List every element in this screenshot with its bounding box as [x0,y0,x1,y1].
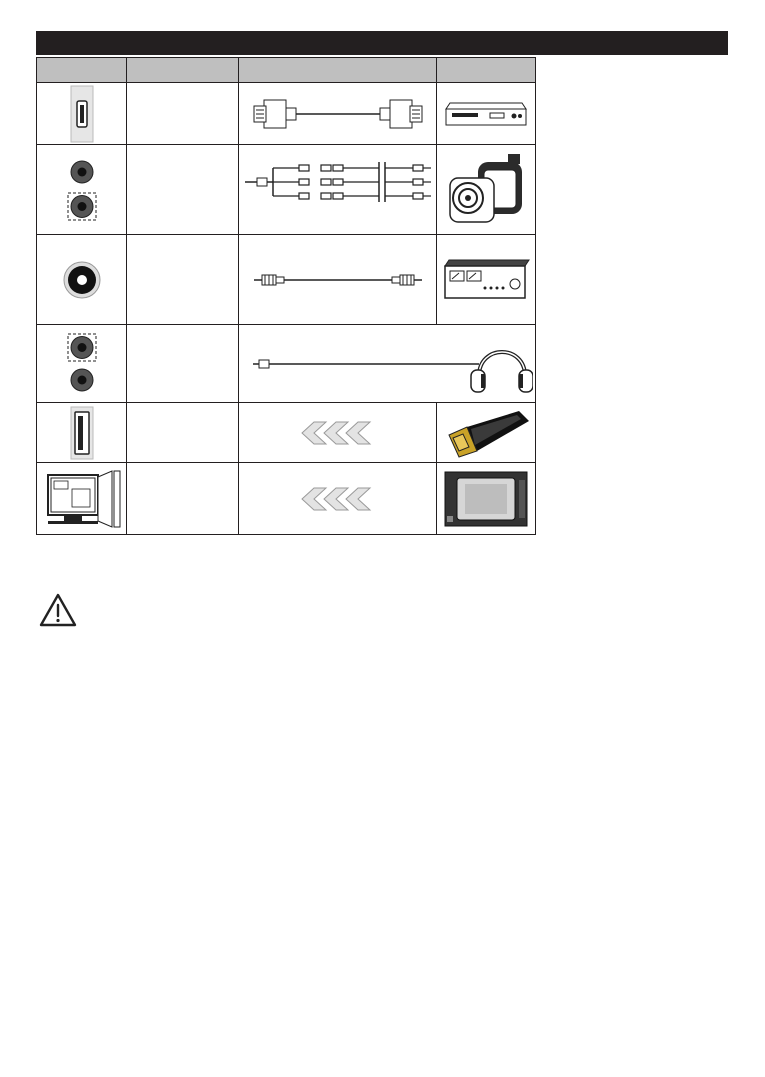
usb-stick-icon [441,407,531,459]
type-cell [127,325,239,403]
av-jack-icon [65,158,99,222]
connector-cell [37,403,127,463]
connector-cell [37,463,127,535]
table-header-row [37,58,536,83]
table-row [37,325,536,403]
cable-cell [239,83,437,145]
cable-cell [239,403,437,463]
device-cell [437,83,536,145]
header-cables [239,58,437,83]
device-cell [437,463,536,535]
type-cell [127,463,239,535]
type-cell [127,145,239,235]
table-row [37,83,536,145]
device-cell [437,145,536,235]
connection-table [36,57,536,535]
table-row [37,235,536,325]
type-cell [127,403,239,463]
headphone-cable-icon [243,332,533,396]
type-cell [127,235,239,325]
coaxial-cable-icon [250,270,426,290]
table-row [37,145,536,235]
cable-cell [239,463,437,535]
device-cell [437,235,536,325]
connector-cell [37,235,127,325]
connector-cell [37,325,127,403]
usb-port-icon [70,406,94,460]
dvd-player-icon [444,99,528,129]
camcorder-icon [446,150,526,230]
section-title [36,31,728,55]
spdif-port-icon [62,260,102,300]
headphone-jack-icon [65,332,99,396]
connector-cell [37,145,127,235]
cable-cell [239,235,437,325]
connector-cell [37,83,127,145]
header-device [437,58,536,83]
insert-arrows-icon [298,421,378,445]
warning-triangle-icon [38,592,78,628]
insert-arrows-icon [298,487,378,511]
type-cell [127,83,239,145]
hdmi-port-icon [70,85,94,143]
av-cable-icon [243,160,433,220]
cable-cell [239,145,437,235]
cam-module-icon [443,470,529,528]
amplifier-icon [441,258,531,302]
table-row [37,463,536,535]
header-connector [37,58,127,83]
cable-cell [239,325,536,403]
headphones-icon [471,352,533,392]
table-row [37,403,536,463]
hdmi-cable-icon [250,94,426,134]
tv-ci-slot-icon [42,467,122,531]
header-type [127,58,239,83]
device-cell [437,403,536,463]
